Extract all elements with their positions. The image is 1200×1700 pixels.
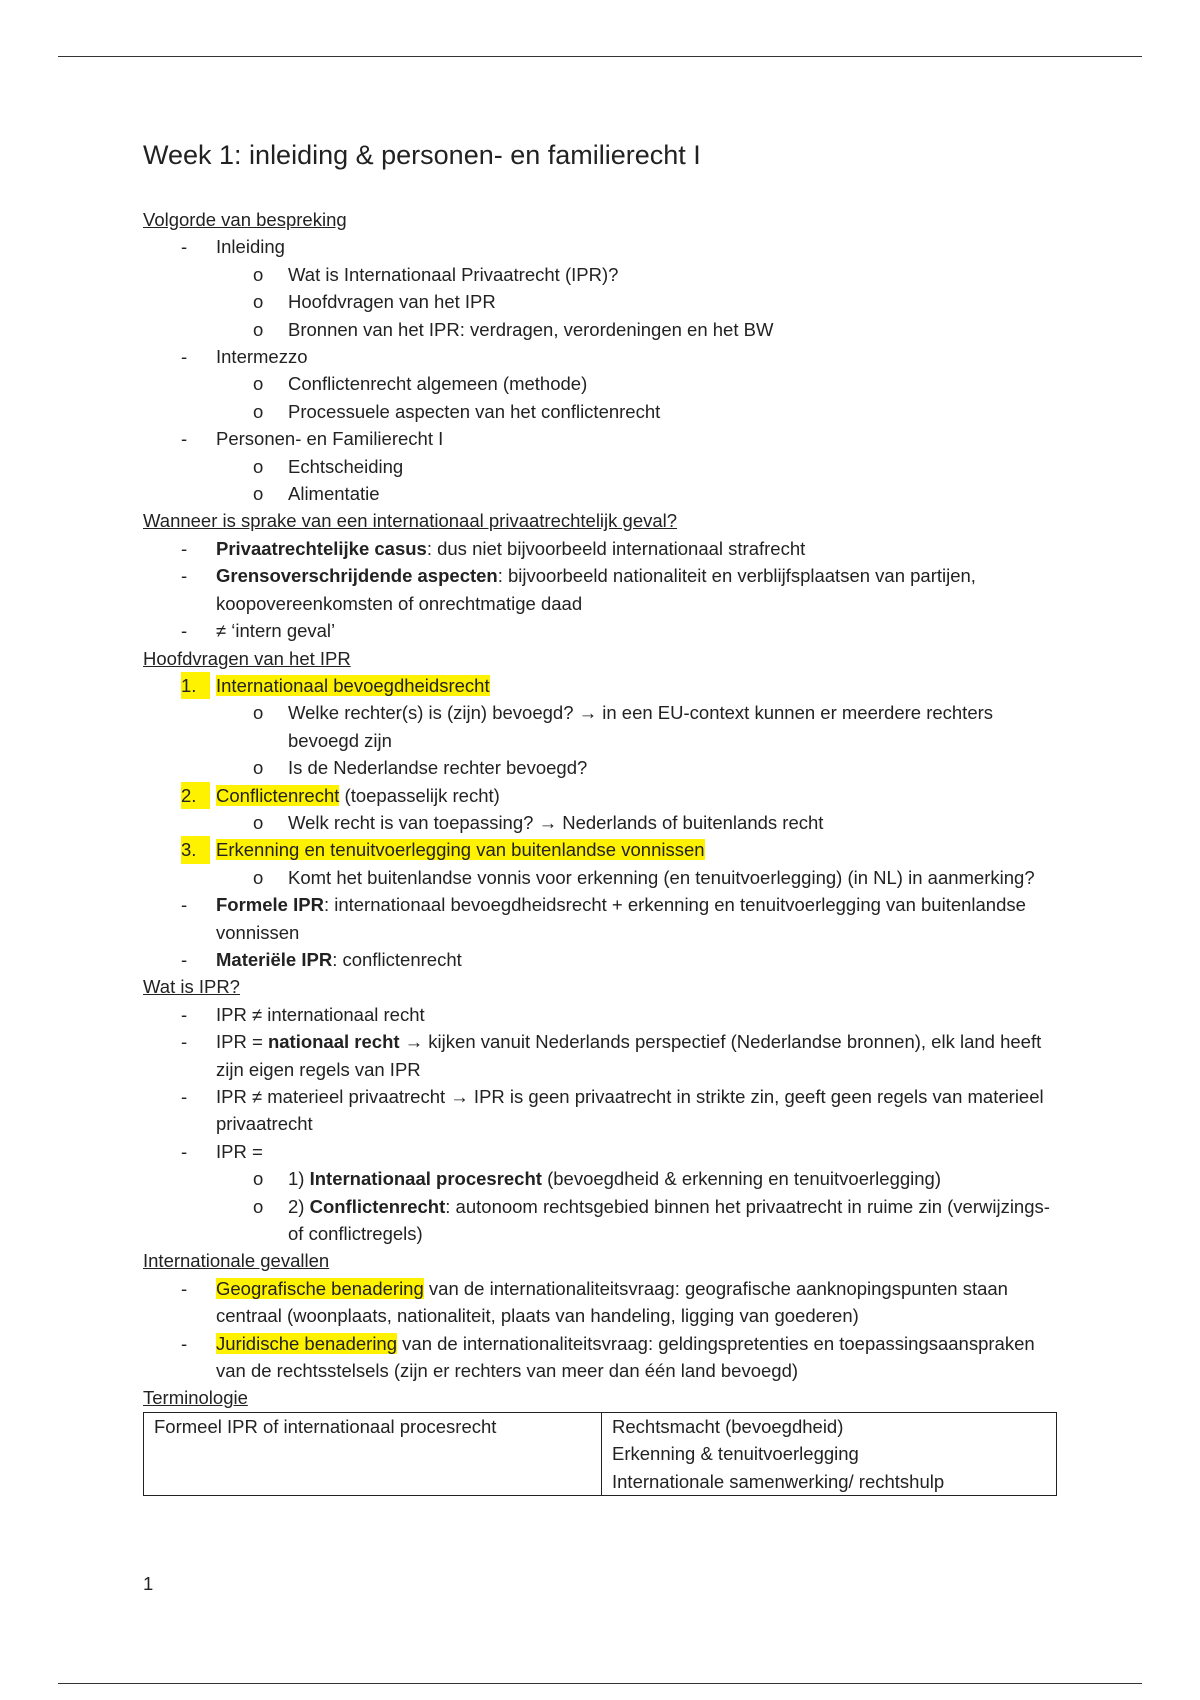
heading-wat-is-ipr: Wat is IPR?	[143, 976, 240, 998]
list-item: o Conflictenrecht algemeen (methode)	[253, 373, 588, 395]
list-item: o Welk recht is van toepassing? → Nederlands of buitenlands recht	[253, 811, 824, 833]
list-item: - Geografische benadering van de internationaliteitsvraag: geografische aanknopingspunten staan centraal (woonplaats, nationaliteit, plaats van handeling, ligging van goederen)	[181, 1277, 1008, 1327]
document-page	[143, 140, 1063, 1496]
table-cell-term: Formeel IPR of internationaal procesrecht	[144, 1412, 602, 1495]
list-item: - IPR ≠ internationaal recht	[181, 1003, 425, 1025]
header-rule	[58, 56, 1142, 57]
list-item: o Echtscheiding	[253, 455, 404, 477]
list-item: - IPR =	[181, 1140, 263, 1162]
heading-terminologie: Terminologie	[143, 1387, 248, 1409]
table-cell-definition	[602, 1412, 1057, 1495]
definition-line: Internationale samenwerking/ rechtshulp	[612, 1470, 945, 1492]
list-item: o Is de Nederlandse rechter bevoegd?	[253, 757, 588, 779]
numbered-item: 1. Internationaal bevoegdheidsrecht	[143, 672, 1063, 699]
list-item: - Personen- en Familierecht I	[181, 428, 444, 450]
numbered-item: 2. Conflictenrecht (toepasselijk recht)	[143, 782, 1063, 809]
list-item: o Alimentatie	[253, 483, 380, 505]
list-item: - Inleiding	[181, 236, 285, 258]
list-item: - ≠ ‘intern geval’	[181, 620, 336, 642]
list-item: o 2) Conflictenrecht: autonoom rechtsgebied binnen het privaatrecht in ruime zin (verwijzings- of conflictregels)	[253, 1195, 1050, 1245]
list-item: o Komt het buitenlandse vonnis voor erkenning (en tenuitvoerlegging) (in NL) in aanmerking?	[253, 866, 1035, 888]
list-item: - IPR ≠ materieel privaatrecht → IPR is geen privaatrecht in strikte zin, geeft geen regels van materieel privaatrecht	[181, 1086, 1044, 1135]
list-item: o Wat is Internationaal Privaatrecht (IPR)?	[253, 263, 619, 285]
list-item: - Intermezzo	[181, 346, 308, 368]
heading-wanneer: Wanneer is sprake van een internationaal privaatrechtelijk geval?	[143, 510, 678, 532]
heading-volgorde: Volgorde van bespreking	[143, 209, 347, 230]
footer-rule	[58, 1683, 1142, 1684]
page-number: 1	[143, 1573, 154, 1594]
document-body	[143, 206, 1063, 1496]
list-item: - IPR = nationaal recht → kijken vanuit Nederlands perspectief (Nederlandse bronnen), elk land heeft zijn eigen regels van IPR	[181, 1031, 1042, 1080]
list-item: - Juridische benadering van de internationaliteitsvraag: geldingspretenties en toepassingsaanspraken van de rechtsstelsels (zijn er rechters van meer dan één land bevoegd)	[181, 1332, 1035, 1382]
list-item: o Bronnen van het IPR: verdragen, verordeningen en het BW	[253, 318, 774, 340]
list-item: - Grensoverschrijdende aspecten: bijvoorbeeld nationaliteit en verblijfsplaatsen van partijen, koopovereenkomsten of onrechtmatige daad	[181, 565, 976, 614]
list-item: - Materiële IPR: conflictenrecht	[181, 948, 462, 970]
numbered-item: 3. Erkenning en tenuitvoerlegging van buitenlandse vonnissen	[143, 836, 1063, 863]
definition-line: Erkenning & tenuitvoerlegging	[612, 1443, 859, 1465]
list-item: o Processuele aspecten van het conflictenrecht	[253, 400, 661, 422]
table-row	[144, 1412, 1057, 1495]
list-item: - Formele IPR: internationaal bevoegdheidsrecht + erkenning en tenuitvoerlegging van buitenlandse vonnissen	[181, 894, 1026, 943]
list-item: o Welke rechter(s) is (zijn) bevoegd? → in een EU-context kunnen er meerdere rechters bevoegd zijn	[253, 702, 994, 751]
heading-internationale-gevallen: Internationale gevallen	[143, 1250, 330, 1272]
list-item: o 1) Internationaal procesrecht (bevoegdheid & erkenning en tenuitvoerlegging)	[253, 1168, 941, 1190]
list-item: - Privaatrechtelijke casus: dus niet bijvoorbeeld internationaal strafrecht	[181, 537, 806, 559]
terminology-table	[143, 1412, 1057, 1496]
definition-line: Rechtsmacht (bevoegdheid)	[612, 1415, 844, 1437]
heading-hoofdvragen: Hoofdvragen van het IPR	[143, 647, 351, 669]
page-title: Week 1: inleiding & personen- en familierecht I	[143, 140, 701, 170]
list-item: o Hoofdvragen van het IPR	[253, 291, 496, 313]
